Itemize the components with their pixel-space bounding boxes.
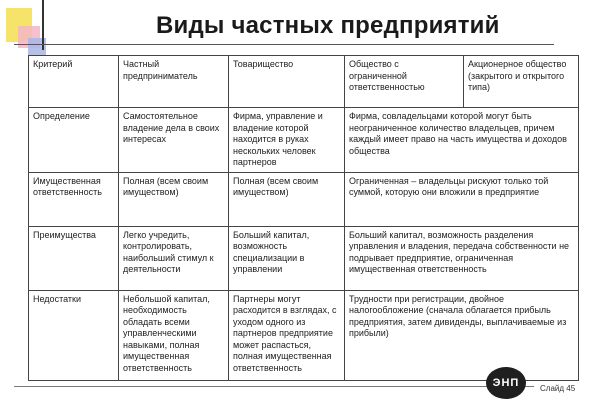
cell-criterion: Имущественная ответственность	[29, 172, 119, 226]
cell-criterion: Преимущества	[29, 226, 119, 290]
header-private-entrepreneur: Частный предприниматель	[119, 56, 229, 108]
cell-criterion: Определение	[29, 108, 119, 173]
slide-number: Слайд 45	[540, 384, 576, 393]
header-partnership: Товарищество	[229, 56, 345, 108]
cell-private: Небольшой капитал, необходимость обладать всеми управленческими навыками, полная имущественная ответственность	[119, 290, 229, 380]
cell-private: Самостоятельное владение дела в своих интересах	[119, 108, 229, 173]
cell-private: Легко учредить, контролировать, наибольший стимул к деятельности	[119, 226, 229, 290]
decorative-vertical-line	[42, 0, 44, 50]
table-row	[29, 108, 579, 173]
cell-partnership: Полная (всем своим имуществом)	[229, 172, 345, 226]
cell-partnership: Больший капитал, возможность специализации в управлении	[229, 226, 345, 290]
cell-partnership: Партнеры могут расходится в взглядах, с уходом одного из партнеров предприятие может распасться, полная имущественная ответственность	[229, 290, 345, 380]
table-row	[29, 226, 579, 290]
header-jsc: Акционерное общество (закрытого и открытого типа)	[464, 56, 579, 108]
table-row	[29, 172, 579, 226]
cell-llc-jsc: Ограниченная – владельцы рискуют только той суммой, которую они вложили в предприятие	[345, 172, 579, 226]
comparison-table	[28, 55, 579, 381]
cell-criterion: Недостатки	[29, 290, 119, 380]
header-criterion: Критерий	[29, 56, 119, 108]
table-row	[29, 290, 579, 380]
logo: ЭНП	[486, 367, 526, 399]
title-underline	[14, 44, 554, 45]
cell-llc-jsc: Трудности при регистрации, двойное налогообложение (сначала облагается прибыль предприятия, затем дивиденды, выплачиваемые из прибыли)	[345, 290, 579, 380]
cell-private: Полная (всем своим имуществом)	[119, 172, 229, 226]
page-title: Виды частных предприятий	[156, 12, 500, 39]
table-header-row	[29, 56, 579, 108]
cell-partnership: Фирма, управление и владение которой находится в руках нескольких человек партнеров	[229, 108, 345, 173]
footer-line	[14, 386, 534, 387]
cell-llc-jsc: Фирма, совладельцами которой могут быть неограниченное количество владельцев, причем каждый имеет право на часть имущества и доходов общества	[345, 108, 579, 173]
header-llc: Общество с ограниченной ответственностью	[345, 56, 464, 108]
cell-llc-jsc: Больший капитал, возможность разделения управления и владения, передача собственности не подрывает предприятие, ограниченная имущественная ответственность	[345, 226, 579, 290]
